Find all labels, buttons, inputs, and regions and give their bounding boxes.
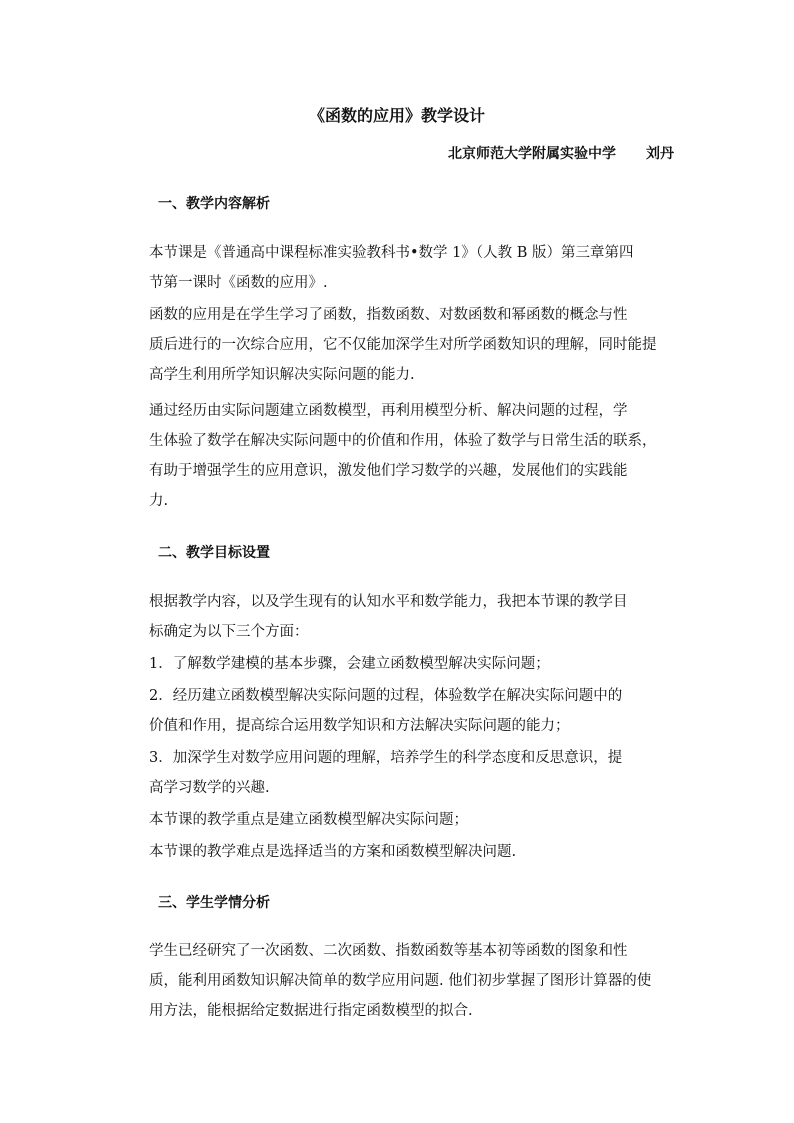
text-line: 价值和作用，提高综合运用数学知识和方法解决实际问题的能力； (149, 718, 570, 734)
text-line: 本节课的教学难点是选择适当的方案和函数模型解决问题. (149, 844, 517, 860)
text-line: 节第一课时《函数的应用》. (149, 275, 328, 291)
text-line: 质，能利用函数知识解决简单的数学应用问题. 他们初步掌握了图形计算器的使 (149, 973, 652, 989)
text-line: 高学习数学的兴趣. (149, 780, 270, 796)
author-name: 刘丹 (646, 146, 674, 162)
text-line: 本节课的教学重点是建立函数模型解决实际问题； (149, 812, 468, 828)
paragraph (120, 681, 686, 741)
text-line: 高学生利用所学知识解决实际问题的能力. (149, 367, 415, 383)
paragraph (120, 587, 686, 647)
text-line: 函数的应用是在学生学习了函数，指数函数、对数函数和幂函数的概念与性 (149, 307, 628, 323)
section-heading-objectives: 二、教学目标设置 (158, 545, 270, 561)
school-name: 北京师范大学附属实验中学 (448, 146, 616, 162)
text-line: 用方法，能根据给定数据进行指定函数模型的拟合. (149, 1003, 473, 1019)
paragraph (120, 743, 686, 803)
paragraph (120, 936, 686, 1026)
paragraph (120, 837, 686, 867)
text-line: 本节课是《普通高中课程标准实验教科书•数学 1》（人教 B 版）第三章第四 (149, 245, 634, 261)
text-line: 1．了解数学建模的基本步骤，会建立函数模型解决实际问题； (149, 656, 550, 672)
section-heading-student-analysis: 三、学生学情分析 (158, 895, 270, 911)
text-line: 力. (149, 493, 169, 509)
text-line: 标确定为以下三个方面： (149, 624, 309, 640)
text-line: 通过经历由实际问题建立函数模型，再利用模型分析、解决问题的过程，学 (149, 403, 628, 419)
text-line: 质后进行的一次综合应用，它不仅能加深学生对所学函数知识的理解，同时能提 (149, 337, 657, 353)
text-line: 3．加深学生对数学应用问题的理解，培养学生的科学态度和反思意识，提 (149, 750, 623, 766)
paragraph (120, 805, 686, 835)
paragraph (120, 649, 686, 679)
text-line: 2．经历建立函数模型解决实际问题的过程，体验数学在解决实际问题中的 (149, 688, 623, 704)
section-heading-content-analysis: 一、教学内容解析 (158, 196, 270, 212)
text-line: 学生已经研究了一次函数、二次函数、指数函数等基本初等函数的图象和性 (149, 943, 628, 959)
text-line: 生体验了数学在解决实际问题中的价值和作用，体验了数学与日常生活的联系， (149, 433, 657, 449)
text-line: 有助于增强学生的应用意识，激发他们学习数学的兴趣，发展他们的实践能 (149, 463, 628, 479)
paragraph (120, 396, 686, 516)
author-line (448, 143, 674, 165)
document-title: 《函数的应用》教学设计 (308, 106, 485, 125)
text-line: 根据教学内容，以及学生现有的认知水平和数学能力，我把本节课的教学目 (149, 594, 628, 610)
paragraph (120, 238, 686, 298)
paragraph (120, 300, 686, 390)
